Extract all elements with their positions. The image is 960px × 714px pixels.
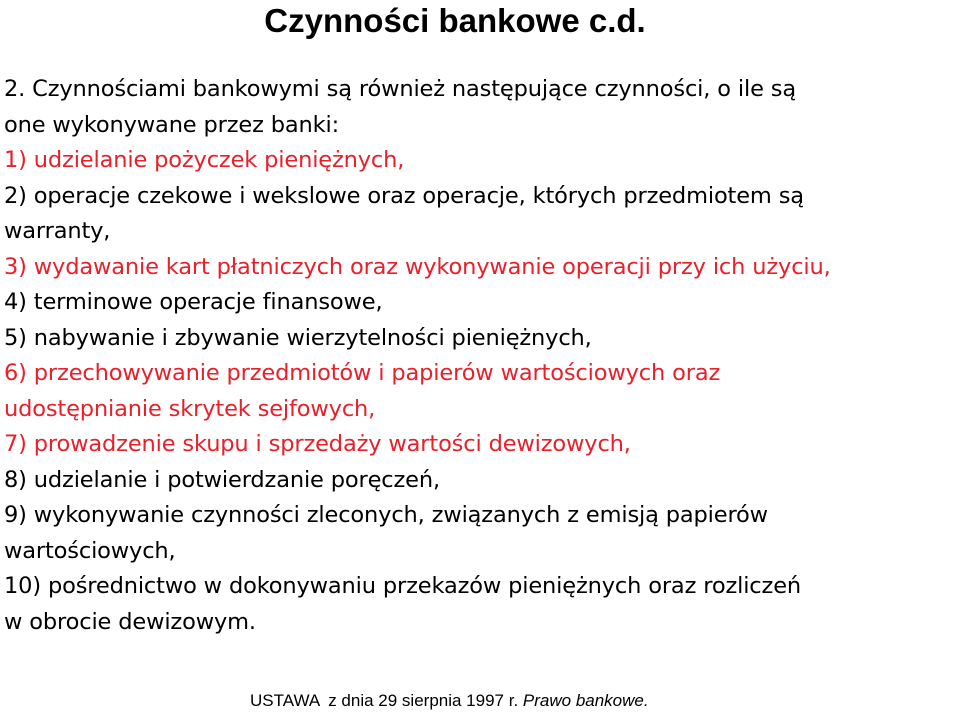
list-item-2: 2) operacje czekowe i wekslowe oraz operacje, których przedmiotem są	[4, 182, 804, 209]
list-item-2-cont: warranty,	[4, 218, 111, 244]
list-item-6-cont: udostępnianie skrytek sejfowych,	[4, 395, 376, 422]
list-item-7: 7) prowadzenie skupu i sprzedaży wartości dewizowych,	[4, 431, 631, 457]
footer-citation	[250, 690, 649, 712]
list-item-10: 10) pośrednictwo w dokonywaniu przekazów pieniężnych oraz rozliczeń	[4, 573, 801, 599]
slide-title: Czynności bankowe c.d.	[264, 2, 646, 39]
list-item-8: 8) udzielanie i potwierdzanie poręczeń,	[4, 466, 440, 493]
body-line-intro-1: 2. Czynnościami bankowymi są również następujące czynności, o ile są	[4, 76, 797, 102]
footer-date: z dnia 29 sierpnia 1997 r.	[328, 691, 519, 710]
list-item-9-cont: wartościowych,	[4, 537, 176, 564]
list-item-3: 3) wydawanie kart płatniczych oraz wykonywanie operacji przy ich użyciu,	[4, 253, 831, 280]
list-item-5: 5) nabywanie i zbywanie wierzytelności pieniężnych,	[4, 324, 592, 351]
footer-act: USTAWA	[250, 691, 321, 710]
list-item-6: 6) przechowywanie przedmiotów i papierów wartościowych oraz	[4, 360, 721, 386]
list-item-9: 9) wykonywanie czynności zleconych, związanych z emisją papierów	[4, 502, 768, 528]
slide-body	[4, 72, 960, 640]
list-item-1: 1) udzielanie pożyczek pieniężnych,	[4, 147, 405, 173]
footer-act-name: Prawo bankowe.	[522, 691, 649, 710]
list-item-10-cont: w obrocie dewizowym.	[4, 608, 256, 635]
list-item-4: 4) terminowe operacje finansowe,	[4, 289, 383, 315]
body-line-intro-2: one wykonywane przez banki:	[4, 111, 340, 138]
